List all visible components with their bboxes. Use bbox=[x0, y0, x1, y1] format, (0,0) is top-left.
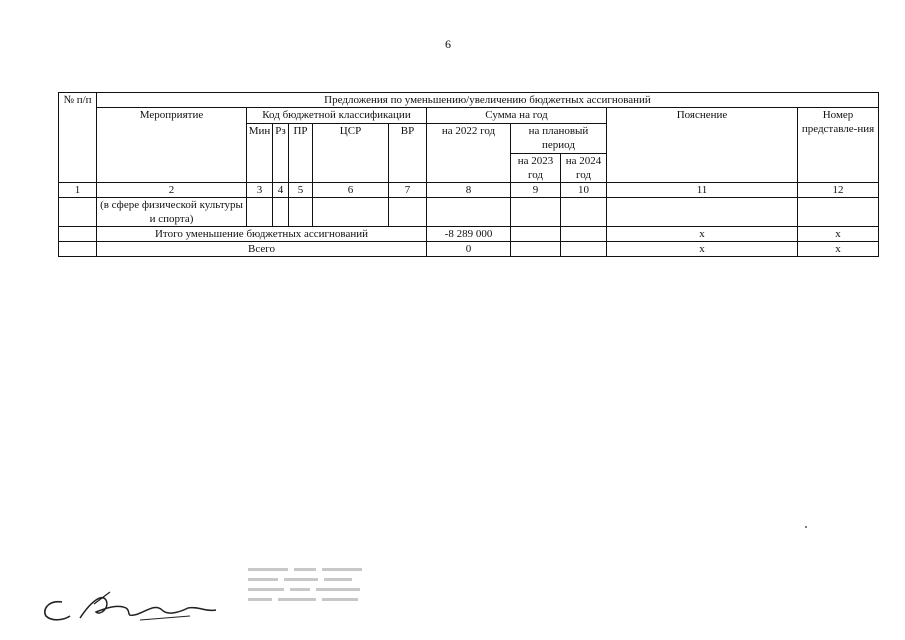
total-decrease-value: -8 289 000 bbox=[427, 227, 511, 242]
grand-total-explanation: х bbox=[607, 242, 798, 257]
col-number: 6 bbox=[313, 183, 389, 198]
header-proposals: Предложения по уменьшению/увеличению бюджетных ассигнований bbox=[97, 93, 879, 108]
grand-total-number: х bbox=[798, 242, 879, 257]
col-number: 1 bbox=[59, 183, 97, 198]
grand-total-label: Всего bbox=[97, 242, 427, 257]
col-number: 4 bbox=[273, 183, 289, 198]
table-row bbox=[59, 198, 879, 227]
header-rz: Рз bbox=[273, 124, 289, 183]
col-number: 10 bbox=[561, 183, 607, 198]
header-min: Мин bbox=[247, 124, 273, 183]
total-decrease-explanation: х bbox=[607, 227, 798, 242]
faded-stamp bbox=[248, 566, 368, 610]
header-pr: ПР bbox=[289, 124, 313, 183]
measure-cell: (в сфере физической культуры и спорта) bbox=[97, 198, 247, 227]
col-number: 3 bbox=[247, 183, 273, 198]
header-budget-code: Код бюджетной классификации bbox=[247, 108, 427, 124]
handwritten-signature bbox=[40, 590, 230, 626]
header-explanation: Пояснение bbox=[607, 108, 798, 183]
budget-proposals-table bbox=[58, 92, 879, 257]
header-planning-period: на плановый период bbox=[511, 124, 607, 154]
header-2023: на 2023 год bbox=[511, 154, 561, 183]
total-decrease-number: х bbox=[798, 227, 879, 242]
header-2024: на 2024 год bbox=[561, 154, 607, 183]
column-number-row bbox=[59, 183, 879, 198]
header-vr: ВР bbox=[389, 124, 427, 183]
col-number: 5 bbox=[289, 183, 313, 198]
scan-speck bbox=[805, 526, 807, 528]
total-decrease-row bbox=[59, 227, 879, 242]
grand-total-row bbox=[59, 242, 879, 257]
col-number: 7 bbox=[389, 183, 427, 198]
header-measure: Мероприятие bbox=[97, 108, 247, 183]
header-submission-number: Номер представле-ния bbox=[798, 108, 879, 183]
total-decrease-label: Итого уменьшение бюджетных ассигнований bbox=[97, 227, 427, 242]
header-2022: на 2022 год bbox=[427, 124, 511, 183]
grand-total-value: 0 bbox=[427, 242, 511, 257]
header-csr: ЦСР bbox=[313, 124, 389, 183]
page-number: 6 bbox=[445, 37, 451, 51]
header-sum-per-year: Сумма на год bbox=[427, 108, 607, 124]
col-number: 11 bbox=[607, 183, 798, 198]
col-number: 9 bbox=[511, 183, 561, 198]
header-row-number: № п/п bbox=[59, 93, 97, 183]
col-number: 2 bbox=[97, 183, 247, 198]
col-number: 8 bbox=[427, 183, 511, 198]
col-number: 12 bbox=[798, 183, 879, 198]
